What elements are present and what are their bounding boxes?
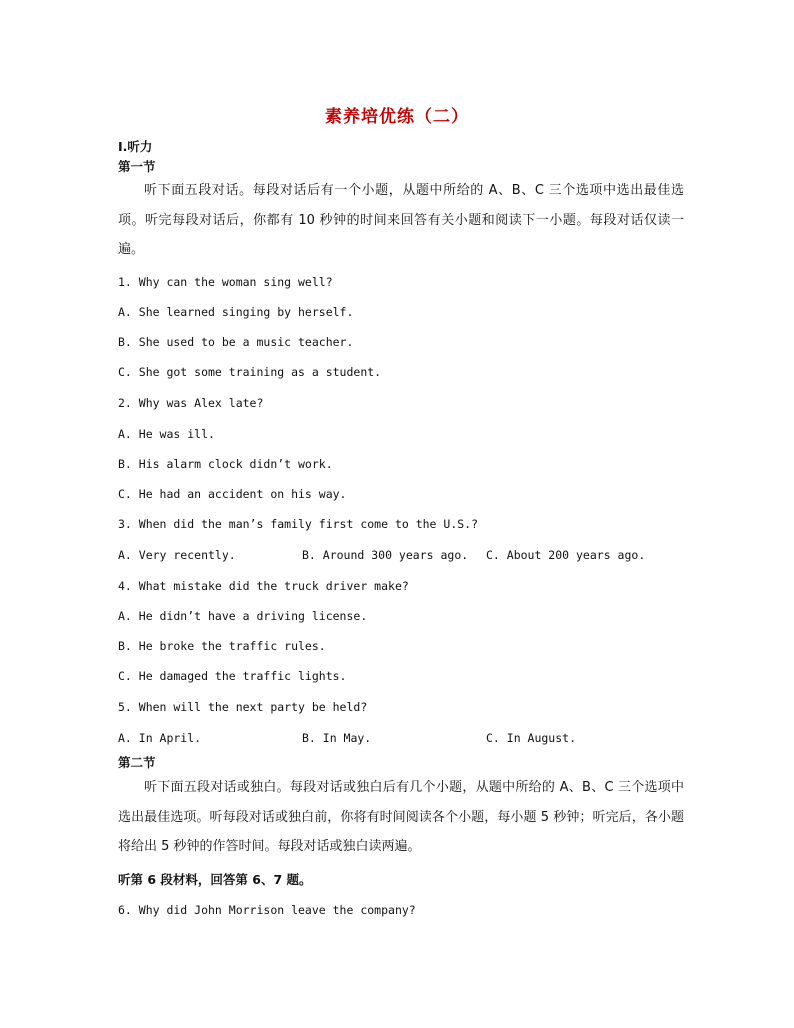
section1-instructions: 听下面五段对话。每段对话后有一个小题，从题中所给的 A、B、C 三个选项中选出最佳选项。听完每段对话后，你都有 10 秒钟的时间来回答有关小题和阅读下一小题。每段对话仅读一遍。 (118, 183, 684, 257)
question-3-option-c: C. About 200 years ago. (486, 548, 646, 562)
question-1-stem: 1. Why can the woman sing well? (118, 275, 333, 289)
question-5-option-c: C. In August. (486, 731, 577, 745)
question-4-option-a: A. He didn’t have a driving license. (118, 609, 368, 623)
question-2-option-a: A. He was ill. (118, 427, 215, 441)
question-5-stem: 5. When will the next party be held? (118, 700, 368, 714)
material-6-note: 听第 6 段材料，回答第 6、7 题。 (118, 872, 312, 887)
question-5-option-b: B. In May. (302, 731, 372, 745)
question-1-option-b: B. She used to be a music teacher. (118, 335, 354, 349)
question-3-stem: 3. When did the man’s family first come to the U.S.? (118, 517, 479, 531)
part-heading-listening: Ⅰ.听力 (118, 139, 153, 154)
question-2-stem: 2. Why was Alex late? (118, 396, 264, 410)
question-4-option-b: B. He broke the traffic rules. (118, 639, 326, 653)
section2-instructions: 听下面五段对话或独白。每段对话或独白后有几个小题，从题中所给的 A、B、C 三个选项中选出最佳选项。听每段对话或独白前，你将有时间阅读各个小题，每小题 5 秒钟；听完后，各小题将给出 5 秒钟的作答时间。每段对话或独白读两遍。 (118, 780, 684, 854)
section1-heading: 第一节 (118, 159, 156, 174)
question-4-stem: 4. What mistake did the truck driver make? (118, 579, 409, 593)
page-title: 素养培优练（二） (325, 107, 469, 127)
question-2-option-b: B. His alarm clock didn’t work. (118, 457, 333, 471)
question-1-option-a: A. She learned singing by herself. (118, 305, 354, 319)
question-2-option-c: C. He had an accident on his way. (118, 487, 347, 501)
question-5-option-a: A. In April. (118, 731, 202, 745)
question-3-option-a: A. Very recently. (118, 548, 236, 562)
question-4-option-c: C. He damaged the traffic lights. (118, 669, 347, 683)
section2-heading: 第二节 (118, 755, 156, 770)
question-1-option-c: C. She got some training as a student. (118, 365, 382, 379)
question-3-option-b: B. Around 300 years ago. (302, 548, 469, 562)
question-6-stem: 6. Why did John Morrison leave the company? (118, 903, 416, 917)
